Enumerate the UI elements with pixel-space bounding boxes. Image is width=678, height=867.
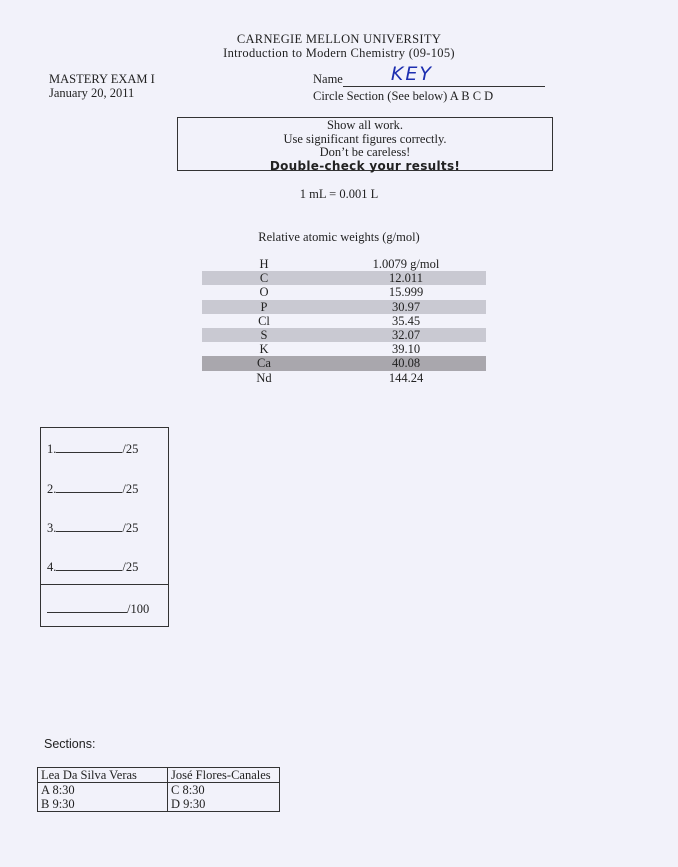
question-max: /25 xyxy=(122,482,139,496)
question-number: 1. xyxy=(47,442,57,456)
element-symbol: P xyxy=(260,299,268,314)
element-weight: 30.97 xyxy=(391,299,421,314)
name-label: Name xyxy=(313,72,343,86)
score-row-q3 xyxy=(47,520,138,536)
element-symbol: Nd xyxy=(256,370,272,385)
exam-name: MASTERY EXAM I xyxy=(49,72,155,86)
element-weight: 32.07 xyxy=(391,327,421,342)
table-row xyxy=(202,342,486,356)
score-row-q2 xyxy=(47,481,138,497)
instruction-line: Show all work. xyxy=(326,118,404,132)
element-symbol: Ca xyxy=(257,356,271,371)
element-symbol: O xyxy=(259,285,269,300)
instruction-line: Use significant figures correctly. xyxy=(283,131,447,146)
unit-conversion: 1 mL = 0.001 L xyxy=(299,187,379,201)
sections-table xyxy=(37,767,280,812)
table-row xyxy=(202,285,486,299)
score-blank xyxy=(56,441,122,453)
score-row-q1 xyxy=(47,441,138,457)
circle-section-text: Circle Section (See below) A B C D xyxy=(313,89,494,103)
instructor-name: José Flores-Canales xyxy=(168,768,280,783)
instruction-line-bold: Double-check your results! xyxy=(269,158,461,173)
total-max: /100 xyxy=(127,602,150,616)
table-row xyxy=(202,371,486,385)
element-weight: 39.10 xyxy=(391,342,421,357)
section-time: D 9:30 xyxy=(168,797,280,812)
element-weight: 144.24 xyxy=(388,370,424,385)
table-row xyxy=(202,257,486,271)
question-max: /25 xyxy=(122,442,139,456)
element-symbol: C xyxy=(259,271,269,286)
instructor-name: Lea Da Silva Veras xyxy=(38,768,168,783)
exam-date: January 20, 2011 xyxy=(49,86,135,100)
score-row-q4 xyxy=(47,559,138,575)
table-row xyxy=(202,314,486,328)
element-weight: 1.0079 g/mol xyxy=(372,257,440,271)
element-symbol: S xyxy=(260,327,268,342)
table-row xyxy=(38,783,280,798)
score-blank xyxy=(56,481,122,493)
section-time: A 8:30 xyxy=(38,783,168,798)
element-weight: 12.011 xyxy=(389,271,423,286)
atomic-weights-table xyxy=(202,257,486,385)
table-row xyxy=(202,356,486,370)
table-row xyxy=(38,797,280,812)
section-time: B 9:30 xyxy=(38,797,168,812)
score-blank xyxy=(56,559,122,571)
score-row-total xyxy=(47,601,149,617)
element-symbol: H xyxy=(259,257,269,271)
question-max: /25 xyxy=(122,560,139,574)
sections-label: Sections: xyxy=(44,737,96,751)
name-field xyxy=(313,63,545,87)
instructions-box xyxy=(177,117,553,171)
element-weight: 35.45 xyxy=(391,313,421,328)
score-blank xyxy=(56,520,122,532)
course-title: Introduction to Modern Chemistry (09-105) xyxy=(223,46,455,60)
score-blank xyxy=(47,601,127,613)
table-row xyxy=(202,300,486,314)
question-number: 2. xyxy=(47,482,57,496)
element-symbol: K xyxy=(259,342,269,357)
element-symbol: Cl xyxy=(258,313,270,328)
question-number: 4. xyxy=(47,560,57,574)
question-number: 3. xyxy=(47,521,57,535)
section-time: C 8:30 xyxy=(168,783,280,798)
element-weight: 40.08 xyxy=(391,356,421,371)
atomic-weights-title: Relative atomic weights (g/mol) xyxy=(258,230,420,244)
table-row xyxy=(38,768,280,783)
instruction-line: Don’t be careless! xyxy=(319,145,411,159)
university-title: CARNEGIE MELLON UNIVERSITY xyxy=(236,32,442,46)
total-divider xyxy=(41,584,168,585)
table-row xyxy=(202,328,486,342)
question-max: /25 xyxy=(122,521,139,535)
score-box xyxy=(40,427,169,627)
element-weight: 15.999 xyxy=(388,285,424,300)
name-underline xyxy=(343,63,545,87)
table-row xyxy=(202,271,486,285)
name-handwritten-key: KEY xyxy=(390,63,433,85)
